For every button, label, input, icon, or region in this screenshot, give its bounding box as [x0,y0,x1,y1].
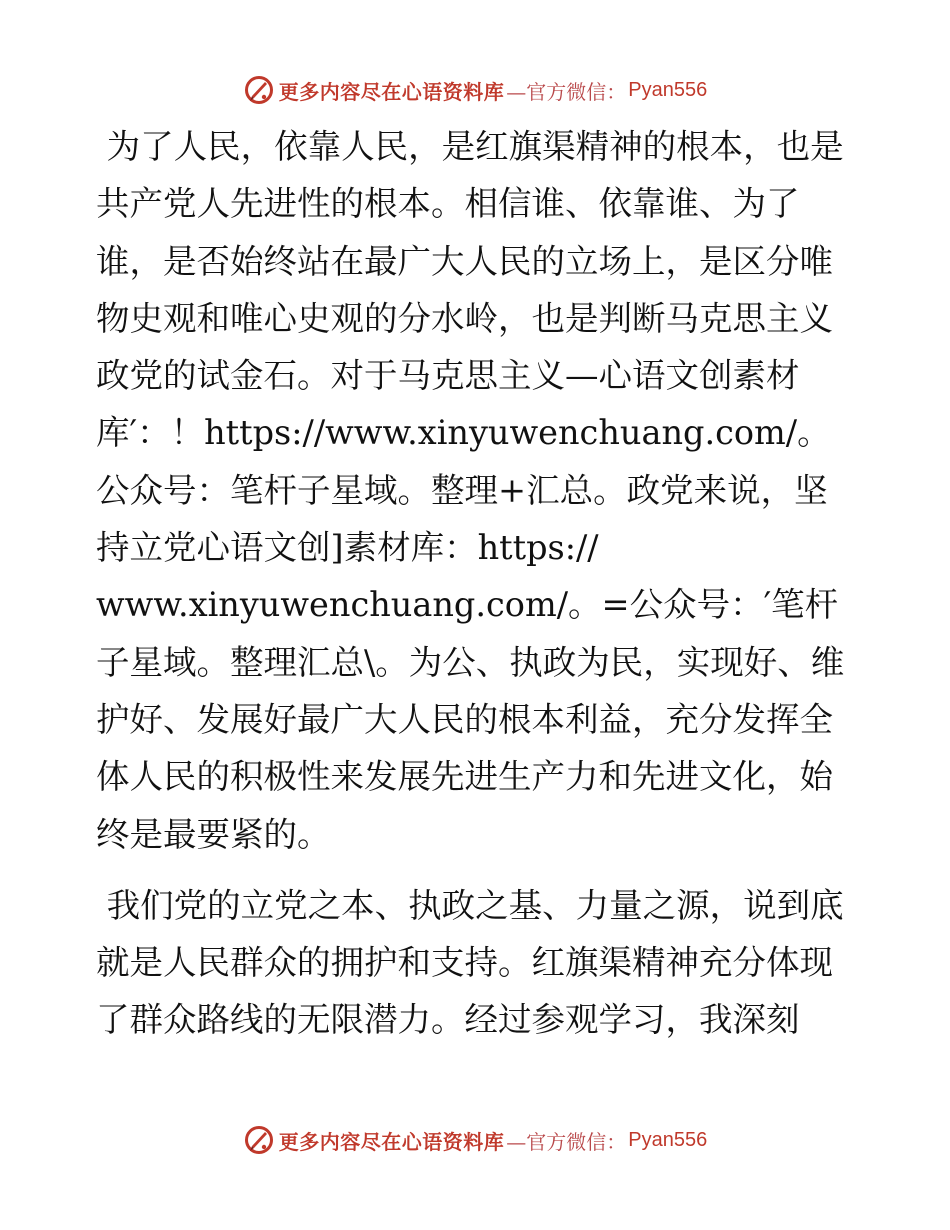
footer-account-text: Pyan556 [628,1128,708,1151]
footer-brand-text: 更多内容尽在心语资料库 [278,1129,505,1154]
quill-logo-icon [243,74,275,106]
footer-watermark [0,1120,950,1160]
paragraph-2: 我们党的立党之本、执政之基、力量之源，说到底就是人民群众的拥护和支持。红旗渠精神充分体现了群众路线的无限潜力。经过参观学习，我深刻 [96,885,844,1040]
header-watermark [0,70,950,110]
quill-logo-icon [243,1124,275,1156]
header-account-text: Pyan556 [628,78,708,101]
header-brand-text: 更多内容尽在心语资料库 [278,79,505,104]
header-dash-text: —官方微信： [506,79,627,104]
body-text [96,118,854,1049]
paragraph-1: 为了人民，依靠人民，是红旗渠精神的根本，也是共产党人先进性的根本。相信谁、依靠谁、为了谁，是否始终站在最广大人民的立场上，是区分唯物史观和唯心史观的分水岭，也是判断马克思主义政党的试金石。对于马克思主义—心语文创素材库′：！https://www.xinyuwenchuang.com/。公众号：笔杆子星域。整理+汇总。政党来说，坚持立党心语文创]素材库：https:// www.xinyuwenchuang.com/。=公众号：′笔杆子星域。整理汇总\。为公、执政为民，实现好、维护好、发展好最广大人民的根本利益，充分发挥全体人民的积极性来发展先进生产力和先进文化，始终是最要紧的。 [96,127,845,854]
footer-dash-text: —官方微信： [506,1129,627,1154]
